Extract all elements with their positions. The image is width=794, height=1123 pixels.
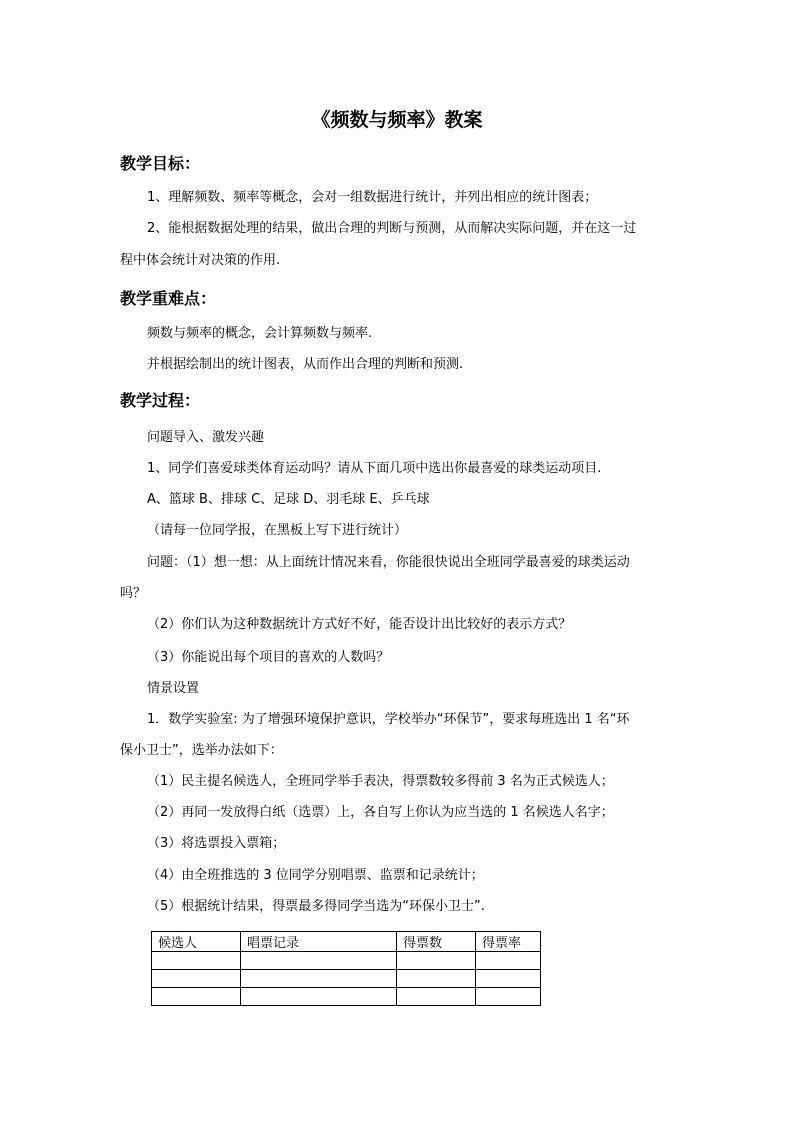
question-1: 1、同学们喜爱球类体育运动吗？请从下面几项中选出你最喜爱的球类运动项目. [147, 461, 602, 476]
header-vote-rate: 得票率 [476, 932, 541, 952]
ask-1-line-2: 吗？ [120, 586, 147, 601]
header-vote-record: 唱票记录 [241, 932, 397, 952]
lab-line-1: 1．数学实验室: 为了增强环境保护意识，学校举办“环保节”，要求每班选出 1 名“环 [147, 712, 630, 727]
election-step-3: （3）将选票投入票箱； [147, 836, 286, 851]
election-step-4: （4）由全班推选的 3 位同学分别唱票、监票和记录统计； [147, 868, 484, 883]
table-cell[interactable] [397, 970, 476, 988]
goal-1: 1、理解频数、频率等概念，会对一组数据进行统计，并列出相应的统计图表； [147, 190, 598, 205]
sport-options: A、篮球 B、排球 C、足球 D、羽毛球 E、乒乓球 [147, 492, 430, 507]
ask-1-line-1: 问题：（1）想一想：从上面统计情况来看，你能很快说出全班同学最喜爱的球类运动 [147, 555, 630, 570]
table-cell[interactable] [241, 988, 397, 1006]
goals-heading: 教学目标： [120, 154, 201, 173]
table-cell[interactable] [476, 970, 541, 988]
header-vote-count: 得票数 [397, 932, 476, 952]
election-step-1: （1）民主提名候选人，全班同学举手表决，得票数较多得前 3 名为正式候选人； [147, 774, 614, 789]
process-heading: 教学过程： [120, 391, 201, 410]
table-cell[interactable] [152, 988, 241, 1006]
key-point-1: 频数与频率的概念，会计算频数与频率. [147, 326, 373, 341]
header-candidate: 候选人 [152, 932, 241, 952]
election-step-2: （2）再同一发放得白纸（选票）上，各自写上你认为应当选的 1 名候选人名字； [147, 805, 614, 820]
table-cell[interactable] [397, 952, 476, 970]
lab-line-2: 保小卫士”，选举办法如下： [120, 743, 283, 758]
goal-2-line-2: 程中体会统计对决策的作用. [120, 253, 281, 268]
ask-3: （3）你能说出每个项目的喜欢的人数吗？ [147, 650, 390, 665]
process-intro: 问题导入、激发兴趣 [147, 430, 265, 445]
scene-heading: 情景设置 [147, 681, 200, 696]
table-cell[interactable] [152, 970, 241, 988]
key-points-heading: 教学重难点： [120, 289, 217, 308]
vote-tally-table [151, 931, 541, 1006]
table-row [152, 952, 541, 970]
election-step-5: （5）根据统计结果，得票最多得同学当选为“环保小卫士”. [147, 899, 485, 914]
key-point-2: 并根据绘制出的统计图表，从而作出合理的判断和预测. [147, 357, 464, 372]
table-cell[interactable] [152, 952, 241, 970]
tally-note: （请每一位同学报，在黑板上写下进行统计） [147, 523, 408, 538]
table-cell[interactable] [476, 988, 541, 1006]
ask-2: （2）你们认为这种数据统计方式好不好，能否设计出比较好的表示方式？ [147, 617, 572, 632]
goal-2-line-1: 2、能根据数据处理的结果，做出合理的判断与预测，从而解决实际问题，并在这一过 [147, 221, 637, 236]
table-cell[interactable] [397, 988, 476, 1006]
table-row [152, 970, 541, 988]
document-title: 《频数与频率》教案 [311, 109, 483, 131]
table-cell[interactable] [241, 970, 397, 988]
table-cell[interactable] [476, 952, 541, 970]
table-cell[interactable] [241, 952, 397, 970]
table-header-row [152, 932, 541, 952]
table-row [152, 988, 541, 1006]
